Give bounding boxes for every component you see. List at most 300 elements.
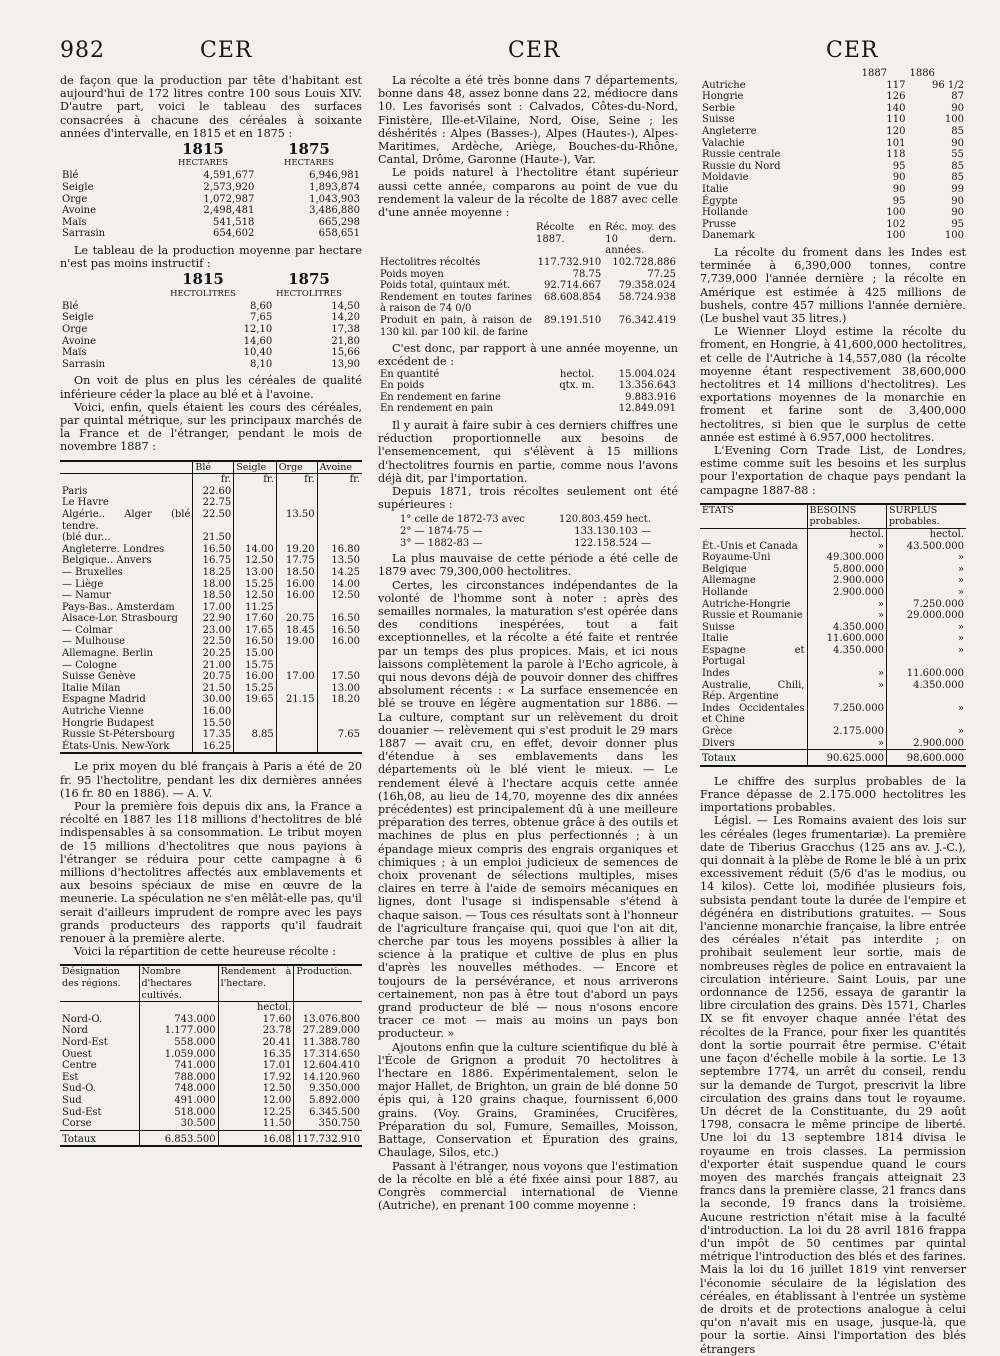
cell-value: 6,946,981 [309, 170, 360, 182]
cell-value: 90 [892, 183, 906, 195]
page-number: 982 [60, 38, 105, 63]
cell-value [276, 660, 317, 672]
row-label: Espagne Madrid [62, 694, 146, 706]
row-label: Australie, Chili, Rép. Argentine [702, 679, 805, 703]
cell-value: hectol. [560, 368, 595, 380]
row-label: En rendement en pain [380, 403, 493, 415]
row-label: Blé [62, 300, 79, 312]
cell-value: 2.900.000 [886, 738, 966, 750]
table-units: HECTOLITRES HECTOLITRES [170, 288, 342, 299]
cell-value [317, 660, 362, 672]
total-cell: 16.08 [218, 1130, 294, 1146]
cell-value: 30.00 [193, 694, 234, 706]
cell-value: 4.350.000 [807, 622, 886, 634]
row-label: Algérie.. Alger (blé tendre. [62, 508, 191, 532]
table-row [700, 622, 966, 634]
cell-value: 12.25 [218, 1107, 294, 1119]
row-label: Russie St-Pétersbourg [62, 729, 175, 741]
row-label: Le Havre [62, 497, 109, 509]
cell-value: 140 [886, 102, 906, 114]
cell-value: 16.50 [317, 613, 362, 625]
table-row [60, 1014, 362, 1026]
cell-value: 17.75 [276, 555, 317, 567]
cell-value: 4,591,677 [203, 170, 255, 182]
cell-value: 16.00 [276, 579, 317, 591]
column-3 [700, 68, 966, 1356]
table-row [60, 579, 362, 591]
cell-value: 16.00 [193, 706, 234, 718]
cell-value: 90 [892, 172, 906, 184]
cell-value: 541,518 [212, 216, 255, 228]
table-row [60, 312, 362, 324]
cell-value: 18.50 [276, 567, 317, 579]
table-row [700, 138, 966, 150]
cell-value [317, 741, 362, 754]
paragraph: Législ. — Les Romains avaient des lois sur les céréales (leges frumentariæ). La première date de Tiberius Gracchus (125 ans av. J.-C.), qui donnait à la plèbe de Rome le blé à un prix excessivement réduit (5/6 d'as le modius, ou 14 kilos). Cette loi, modifiée plusieurs fois, subsista pendant toute la durée de l'empire et dégénéra en distributions gratuites. — Sous l'ancienne monarchie française, la libre entrée des céréales n'était pas interdite ; on prohibait seulement leur sortie, mais de nombreuses règles de police en entravaient la circulation intérieure. Saint Louis, par une ordonnance de 1256, essaya de garantir la libre circulation des grains. Dès 1571, Charles IX se fit envoyer chaque année l'état des récoltes de la France, pour fixer les quantités dont la sortie pourrait être permise. C'était une façon d'échelle mobile à la sortie. Le 13 septembre 1774, un arrêt du conseil, rendu sur la demande de Turgot, prescrivit la libre circulation des grains dans tout le royaume. Un décret de la Constituante, du 29 août 1798, consacra le même principe de liberté. Une loi du 13 septembre 1814 divisa le royaume en trois classes. La permission d'exporter était suspendue quand le cours moyen des marchés français atteignait 23 francs dans la première classe, 21 francs dans la seconde, 19 francs dans la troisième. Aucune restriction n'était mise à la faculté d'introduction. La loi du 28 avril 1816 frappa d'un impôt de 50 centimes par quintal métrique l'introduction des blés et des farines. Mais la loi du 16 juillet 1819 vint renverser l'économie séculaire de la législation des céréales, en établissant à l'entrée un système de droits et de protections analogue à celui qu'on n'avait mis en usage, jusque-là, que pour la sortie. Ainsi l'importation des blés étrangers [700, 814, 966, 1356]
cell-value: 96 1/2 [932, 79, 964, 91]
cell-value: 21,80 [331, 335, 360, 347]
cell-value: 14,20 [331, 312, 360, 324]
paragraph: Le tableau de la production moyenne par hectare n'est pas moins instructif : [60, 243, 362, 271]
total-cell: 117.732.910 [294, 1130, 362, 1146]
table-row [60, 486, 362, 498]
table-row [60, 336, 362, 348]
row-label: Alsace-Lor. Strasbourg [62, 613, 178, 625]
cell-value [544, 403, 596, 415]
row-label: 1° celle de 1872-73 avec [400, 514, 525, 526]
table-row [398, 538, 653, 550]
cell-value: 16.00 [276, 590, 317, 602]
row-label: — Liège [62, 578, 104, 590]
cell-value [317, 648, 362, 660]
prices-table: Blé Seigle Orge Avoine fr. fr. fr. fr. Paris 22.60 Le Havre 22.75 Algérie.. Alger (blé tendre. 22.50 13.50 (blé dur... 21.50 Angleterre. Londres 16.50 14.00 19.20 16.80 Belgique.. Anvers 16.75 12.50 17.75 13.50 — Bruxelles 18.25 13.00 18.50 14.25 — Liège 18.00 15.25 16.00 14.00 — Namur 18.50 12.50 16.00 12.50 Pays-Bas.. Amsterdam 17.00 11.25 Alsace-Lor. Strasbourg 22.90 17.60 20.75 16.50 — Colmar 23.00 17.65 18.45 16.50 — Mulhouse 22.50 16.50 19.00 16.00 Allemagne. Berlin 20.25 15.00 — Cologne 21.00 15.75 Suisse Genève 20.75 16.00 17.00 17.50 Italie Milan 21.50 15.25 13.00 Espagne Madrid 30.00 19.65 21.15 18.20 Autriche Vienne 16.00 Hongrie Budapest 15.50 Russie St-Pétersbourg 17.35 8.85 7.65 États-Unis. New-York 16.25 [60, 460, 362, 755]
cell-value: 16.50 [234, 636, 276, 648]
table-row [700, 103, 966, 115]
cell-value: 100 [944, 230, 964, 242]
cell-value [234, 497, 276, 509]
needs-surplus-table: ÉTATS BESOINS probables. SURPLUS probables. hectol. hectol. Ét.-Unis et Canada » 43.500.000 Royaume-Uni 49.300.000 » Belgique 5.800.000 » Allemagne 2.900.000 » Hollande 2.900.000 » Autriche-Hongrie » 7.250.000 Russie et Roumanie » 29.000.000 Suisse 4.350.000 » Italie 11.600.000 » Espagne et Portugal 4.350.000 » Indes » 11.600.000 Australie, Chili, Rép. Argentine » 4.350.000 Indes Occidentales et Chine 7.250.000 » Grèce 2.175.000 » Divers » 2.900.000 Totaux 90.625.000 98.600.000 [700, 503, 966, 767]
cell-value: 16.50 [317, 625, 362, 637]
table-row [60, 625, 362, 637]
cell-value: 117.732.910 [537, 257, 602, 269]
row-label: Blé [62, 170, 79, 182]
table-row [700, 541, 966, 553]
column-1 [60, 74, 362, 1147]
cell-value: 22.60 [193, 486, 234, 498]
cell-value: 29.000.000 [886, 610, 966, 622]
paragraph: L'Evening Corn Trade List, de Londres, estime comme suit les besoins et les surplus pour l'exportation de chaque pays pendant la campagne 1887-88 : [700, 443, 966, 497]
paragraph: Voici la répartition de cette heureuse récolte : [74, 945, 336, 959]
cell-value [276, 706, 317, 718]
cell-value [234, 706, 276, 718]
cell-value: 4.350.000 [807, 645, 886, 668]
table-row [378, 369, 678, 381]
table-row [700, 219, 966, 231]
row-label: Nord-Est [62, 1037, 108, 1049]
table-row [60, 694, 362, 706]
cell-value: » [807, 680, 886, 703]
cell-value: 17.50 [317, 671, 362, 683]
cell-value: 10,40 [243, 347, 273, 359]
cell-value [317, 532, 362, 544]
cell-value: 23.78 [218, 1025, 294, 1037]
cell-value: 20.75 [193, 671, 234, 683]
cell-value: 20.25 [193, 648, 234, 660]
cell-value: 14,50 [331, 300, 360, 312]
row-label: 3° — 1882-83 — [400, 537, 483, 549]
table-row [60, 602, 362, 614]
table-row [60, 671, 362, 683]
table-row [60, 1118, 362, 1130]
cell-value: 90 [951, 195, 964, 207]
row-label: Autriche-Hongrie [702, 598, 791, 610]
harvest-comparison-table: Récolte en 1887. Réc. moy. des 10 dern. années. Hectolitres récoltés 117.732.910 102.728.886 Poids moyen 78.75 77.25 Poids total, quintaux mét. 92.714.667 79.358.024 Rendement en toutes farines à raison de 74 0/0 68.608.854 58.724.938 Produit en pain, à raison de 130 kil. par 100 kil. de farine 89.191.510 76.342.419 [380, 222, 676, 338]
cell-value: 22.50 [193, 509, 234, 532]
row-label: Belgique [702, 563, 747, 575]
cell-value: 1.059.000 [139, 1049, 218, 1061]
cell-value [317, 706, 362, 718]
cell-value: 17.60 [234, 613, 276, 625]
cell-value: 2.900.000 [807, 587, 886, 599]
cell-value: 22.90 [193, 613, 234, 625]
table-row [60, 217, 362, 229]
cell-value: 13.00 [317, 683, 362, 695]
table-row [700, 230, 966, 242]
cell-value: 16.00 [234, 671, 276, 683]
cell-value [317, 718, 362, 730]
row-label: — Mulhouse [62, 636, 126, 648]
row-label: Italie [702, 183, 729, 195]
cell-value: 14.00 [317, 579, 362, 591]
table-row [378, 403, 678, 415]
table-row [60, 741, 362, 754]
cell-value: 55 [951, 149, 964, 161]
cell-value: 7.65 [317, 729, 362, 741]
paragraph: Pour la première fois depuis dix ans, la France a récolté en 1887 les 118 millions d'hectolitres de blé indispensables à sa consommation. Le tribut moyen de 15 millions d'hectolitres que nous payions à l'étranger se réduira pour cette campagne à 6 millions d'hectolitres affectés aux emblavements et aux besoins spéciaux de mise en œuvre de la meunerie. La spéculation ne s'en mêlât-elle pas, qu'il serait d'ailleurs imprudent de rompre avec les pays grands producteurs des rapports qu'il faudrait renouer à la première alerte. [60, 800, 362, 946]
cell-value: 14.25 [317, 567, 362, 579]
total-row [60, 1130, 362, 1146]
row-label: Italie [702, 633, 729, 645]
cell-value: 95 [951, 218, 964, 230]
row-label: Est [62, 1071, 79, 1083]
row-label: Avoine [62, 335, 97, 347]
row-label: Russie du Nord [702, 160, 781, 172]
row-label: Angleterre [702, 125, 757, 137]
paragraph: Certes, les circonstances indépendantes de la volonté de l'homme sont à noter : après des semailles normales, la maturation s'est opérée dans des conditions inespérées, tout a fait exceptionnelles, et la récolte a été faite et rentrée par un temps des plus propices. Mais, et ici nous laissons complètement la parole à l'Echo agricole, à qui nous devons déjà de pouvoir donner des chiffres absolument récents : « La surface ensemencée en blé se trouve en légère augmentation sur 1886. — La culture, comptant sur un relèvement du droit douanier — relèvement qui s'est produit le 29 mars 1887 — avait cru, en effet, devoir donner plus d'étendue à ses emblavements dans les départements où le blé vient le mieux. — Le rendement élevé à l'hectare acquis cette année (16h,08, au lieu de 14,70, moyenne des dix années précédentes) est principalement dû à une meilleure préparation des terres, obtenue grâce à des outils et machines de plus en plus perfectionnés ; à un épandage mieux compris des engrais organiques et chimiques ; à un emploi judicieux de semences de choix provenant de sélections multiples, mises claires en terre à l'aide de semoirs mécaniques en lignes, dont l'usage si indispensable s'étend à chaque saison. — Tous ces résultats sont à l'honneur de l'agriculture française qui, quoi que l'on ait dit, cherche par tous les moyens possibles à allier la science à la pratique et cultive de plus en plus d'après les nouvelles méthodes. — Encore et toujours de la persévérance, et nous arriverons certainement, non pas à être tout d'abord un pays grand producteur de blé — nous n'osons encore tracer ce mot — mais au moins un pays bon producteur. » [378, 578, 678, 1041]
paragraph: Le Wienner Lloyd estime la récolte du froment, en Hongrie, à 41,600,000 hectolitres, et celle de l'Autriche à 14,557,080 (la récolte moyenne étant respectivement 38,600,000 hectolitres et 14 millions d'hectolitres). Les exportations moyennes de la monarchie en froment et farine sont de 3,400,000 hectolitres, si bien que le surplus de cette année est estimé à 6.957,000 hectolitres. [700, 325, 966, 444]
row-label: En rendement en farine [380, 391, 501, 403]
cell-value: 79.358.024 [618, 280, 676, 292]
best-harvests-table [398, 514, 653, 549]
cell-value: 5.800.000 [807, 564, 886, 576]
surfaces-table [60, 170, 362, 240]
table-years: 1815 1875 [182, 140, 330, 159]
row-label: Indes Occidentales et Chine [702, 702, 805, 726]
cell-value: » [886, 575, 966, 587]
cell-value: 11.50 [218, 1118, 294, 1130]
cell-value: 18.00 [193, 579, 234, 591]
cell-value: 743.000 [139, 1014, 218, 1026]
total-cell: Totaux [700, 750, 807, 766]
cell-value: 18.50 [193, 590, 234, 602]
row-label: Égypte [702, 195, 738, 207]
table-row [60, 509, 362, 532]
row-label: Serbie [702, 102, 736, 114]
table-row [700, 196, 966, 208]
table-row [60, 636, 362, 648]
running-head-right: CER [826, 38, 879, 63]
table-row [700, 680, 966, 703]
cell-value: 11.600.000 [807, 633, 886, 645]
row-label: Poids total, quintaux mét. [380, 280, 511, 292]
total-cell: 90.625.000 [807, 750, 886, 766]
cell-value: 89.191.510 [544, 314, 602, 326]
table-row [60, 324, 362, 336]
row-label: — Colmar [62, 624, 113, 636]
table-row [60, 1025, 362, 1037]
cell-value: 30.500 [139, 1118, 218, 1130]
table-row [700, 587, 966, 599]
cell-value [276, 683, 317, 695]
cell-value: 13.50 [276, 509, 317, 532]
cell-value: 17.00 [193, 602, 234, 614]
row-label: Produit en pain, à raison de 130 kil. par 100 kil. de farine [380, 314, 532, 338]
cell-value: 15.50 [193, 718, 234, 730]
row-label: Seigle [62, 182, 94, 194]
cell-value: 100 [886, 230, 906, 242]
cell-value: 15.75 [234, 660, 276, 672]
cell-value: 15.25 [234, 683, 276, 695]
cell-value: 1,043,903 [309, 193, 360, 205]
cell-value: 9.883.916 [625, 391, 676, 403]
table-row [60, 1072, 362, 1084]
row-label: Italie Milan [62, 682, 121, 694]
page-header [0, 38, 1000, 68]
table-row [60, 567, 362, 579]
row-label: Poids moyen [380, 268, 444, 280]
cell-value [234, 509, 276, 532]
cell-value: 16.35 [218, 1049, 294, 1061]
cell-value: » [886, 645, 966, 668]
cell-value: 350.750 [294, 1118, 362, 1130]
table-years: 1815 1875 [182, 270, 330, 289]
table-row [60, 1049, 362, 1061]
row-label: Nord-O. [62, 1013, 103, 1025]
cell-value: 100 [886, 207, 906, 219]
cell-value: 16.80 [317, 544, 362, 556]
table-row [700, 552, 966, 564]
cell-value [234, 532, 276, 544]
table-row [398, 526, 653, 538]
paragraph: Le chiffre des surplus probables de la France dépasse de 2.175.000 hectolitres les importations probables. [700, 774, 966, 815]
cell-value: 558.000 [139, 1037, 218, 1049]
cell-value: 19.65 [234, 694, 276, 706]
cell-value: 1,893,874 [309, 182, 360, 194]
cell-value: 17.65 [234, 625, 276, 637]
table-row [60, 729, 362, 741]
cell-value: 2.900.000 [807, 575, 886, 587]
paragraph: La récolte a été très bonne dans 7 départements, bonne dans 48, assez bonne dans 22, médiocre dans 10. Les favorisés sont : Calvados, Côtes-du-Nord, Finistère, Ille-et-Vilaine, Nord, Oise, Seine ; les déshérités : Alpes (Basses-), Alpes (Hautes-), Alpes-Maritimes, Ardèche, Ariège, Bouches-du-Rhône, Cantal, Drôme, Garonne (Haute-), Var. [378, 74, 678, 167]
table-row [60, 205, 362, 217]
cell-value: 27.289.000 [294, 1025, 362, 1037]
cell-value [276, 741, 317, 754]
row-label: Moldavie [702, 172, 749, 184]
paragraph: Ajoutons enfin que la culture scientifique du blé à l'École de Grignon a produit 70 hectolitres à l'hectare en 1886. Expérimentalement, selon le major Hallet, de Brighton, un grain de blé donne 50 épis qui, à 120 grains chaque, fournissent 6,000 grains. (Voy. Grains, Graminées, Crucifères, Préparation du sol, Fumure, Semailles, Moisson, Battage, Conservation et Épuration des grains, Chaulage, Silos, etc.) [378, 1040, 678, 1160]
cell-value: 126 [886, 91, 906, 103]
cell-value: 43.500.000 [886, 541, 966, 553]
cell-value [276, 648, 317, 660]
cell-value: 1,072,987 [203, 193, 255, 205]
cell-value [276, 497, 317, 509]
cell-value: » [807, 738, 886, 750]
table-row [700, 726, 966, 738]
cell-value: 17.92 [218, 1072, 294, 1084]
cell-value: 12.604.410 [294, 1060, 362, 1072]
row-label: Nord [62, 1025, 88, 1037]
cell-value [317, 509, 362, 532]
cell-value: 13.356.643 [618, 380, 676, 392]
cell-value: 7.250.000 [886, 599, 966, 611]
cell-value: 120.803.459 hect. [559, 514, 651, 526]
cell-value: 6.345.500 [294, 1107, 362, 1119]
paragraph: Le prix moyen du blé français à Paris a été de 20 fr. 95 l'hectolitre, pendant les dix dernières années (16 fr. 80 en 1886). — A. V. [60, 760, 362, 800]
table-row [60, 194, 362, 206]
cell-value: 133.130.103 — [574, 525, 651, 537]
paragraph: Passant à l'étranger, nous voyons que l'estimation de la récolte en blé a été fixée ainsi pour 1887, au Congrès commercial international de Vienne (Autriche), en prenant 100 comme moyenne : [378, 1159, 678, 1213]
row-label: — Bruxelles [62, 566, 123, 578]
table-row [700, 114, 966, 126]
row-label: Sud-Est [62, 1106, 102, 1118]
row-label: En poids [380, 380, 425, 392]
cell-value: 102.728.886 [612, 257, 676, 269]
cell-value: » [886, 587, 966, 599]
table-row [378, 392, 678, 404]
row-label: Sarrasin [62, 228, 106, 240]
cell-value: » [807, 668, 886, 680]
column-2 [378, 74, 678, 1212]
cell-value: 14,60 [243, 335, 273, 347]
table-row [60, 1095, 362, 1107]
cell-value: 23.00 [193, 625, 234, 637]
table-row [700, 184, 966, 196]
cell-value: » [886, 564, 966, 576]
regions-table: Désignation des régions. Nombre d'hectares cultivés. Rendement à l'hectare. Production. hectol. Nord-O. 743.000 17.60 13.076.800 Nord 1.177.000 23.78 27.289.000 Nord-Est 558.000 20.41 11.388.780 Ouest 1.059.000 16.35 17.314.650 Centre 741.000 17.01 12.604.410 Est 788.000 17.92 14.120.960 Sud-O. 748.000 12.50 9.350.000 Sud 491.000 12.00 5.892.000 Sud-Est 518.000 12.25 6.345.500 Corse 30.500 11.50 350.750 Totaux 6.853.500 16.08 117.732.910 [60, 964, 362, 1147]
cell-value: 12.50 [218, 1083, 294, 1095]
cell-value: 15.004.024 [618, 368, 676, 380]
cell-value: 11.25 [234, 602, 276, 614]
yield-table [60, 301, 362, 371]
table-row [700, 668, 966, 680]
cell-value: 18.45 [276, 625, 317, 637]
cell-value: 19.00 [276, 636, 317, 648]
table-row [60, 706, 362, 718]
row-label: Suisse [702, 114, 735, 126]
table-row [700, 80, 966, 92]
table-units: HECTARES HECTARES [178, 158, 334, 169]
row-label: Prusse [702, 218, 737, 230]
cell-value [317, 486, 362, 498]
row-label: Sarrasin [62, 358, 106, 370]
cell-value: 87 [951, 91, 964, 103]
cell-value: 77.25 [647, 268, 676, 280]
cell-value [276, 486, 317, 498]
cell-value: 8,10 [250, 358, 273, 370]
paragraph: C'est donc, par rapport à une année moyenne, un excédent de : [378, 342, 678, 369]
cell-value: 21.50 [193, 683, 234, 695]
cell-value: 76.342.419 [618, 314, 676, 326]
row-label: Ouest [62, 1048, 92, 1060]
table-row [700, 564, 966, 576]
paragraph: de façon que la production par tête d'habitant est aujourd'hui de 172 litres contre 100 sous Louis XIV. D'autre part, voici le tableau des surfaces consacrées à chacune des céréales à soixante années d'intervalle, en 1815 et en 1875 : [60, 74, 362, 140]
table-row [700, 207, 966, 219]
table-row [60, 648, 362, 660]
row-label: Autriche Vienne [62, 706, 144, 718]
cell-value: 13,90 [331, 358, 360, 370]
cell-value: 13.50 [317, 555, 362, 567]
cell-value: 22.75 [193, 497, 234, 509]
cell-value: 2.175.000 [807, 726, 886, 738]
row-label: Hollande [702, 207, 748, 219]
cell-value: 17.01 [218, 1060, 294, 1072]
table-row [60, 497, 362, 509]
cell-value: 741.000 [139, 1060, 218, 1072]
row-label: Hollande [702, 586, 748, 598]
cell-value: 90 [951, 137, 964, 149]
cell-value: 7.250.000 [807, 703, 886, 726]
cell-value: 102 [886, 218, 906, 230]
table-row [60, 359, 362, 371]
cell-value: » [886, 703, 966, 726]
table-row [60, 1107, 362, 1119]
total-row [700, 750, 966, 766]
table-row [60, 170, 362, 182]
table-row [60, 228, 362, 240]
cell-value: 16.75 [193, 555, 234, 567]
cell-value [276, 532, 317, 544]
table-row [60, 544, 362, 556]
cell-value [276, 729, 317, 741]
cell-value: 99 [951, 183, 964, 195]
row-label: Espagne et Portugal [702, 644, 805, 668]
cell-value: » [886, 726, 966, 738]
cell-value: 95 [892, 160, 906, 172]
cell-value: 7,65 [250, 312, 273, 324]
row-label: Valachie [702, 137, 745, 149]
cell-value: 49.300.000 [807, 552, 886, 564]
table-row [60, 1060, 362, 1072]
table-row [60, 347, 362, 359]
table-row [60, 590, 362, 602]
cell-value: 85 [951, 172, 964, 184]
row-label: Grèce [702, 726, 733, 738]
paragraph: Voici, enfin, quels étaient les cours des céréales, par quintal métrique, sur les principaux marchés de la France et de l'étranger, pendant le mois de novembre 1887 : [60, 400, 362, 454]
cell-value: 12.849.091 [618, 403, 676, 415]
cell-value: 92.714.667 [544, 280, 602, 292]
table-row [700, 738, 966, 750]
table-row [700, 126, 966, 138]
cell-value: 15,66 [331, 347, 360, 359]
cell-value [276, 602, 317, 614]
row-label: Royaume-Uni [702, 552, 771, 564]
table-row [60, 683, 362, 695]
row-label: Centre [62, 1060, 97, 1072]
cell-value: 21.15 [276, 694, 317, 706]
cell-value: 58.724.938 [618, 291, 676, 303]
paragraph: Le poids naturel à l'hectolitre étant supérieur aussi cette année, comparons au point de vue du rendement la valeur de la récolte de 1887 avec celle d'une année moyenne : [378, 166, 678, 220]
cell-value: » [886, 622, 966, 634]
cell-value: qtx. m. [559, 380, 595, 392]
total-cell: 98.600.000 [886, 750, 966, 766]
